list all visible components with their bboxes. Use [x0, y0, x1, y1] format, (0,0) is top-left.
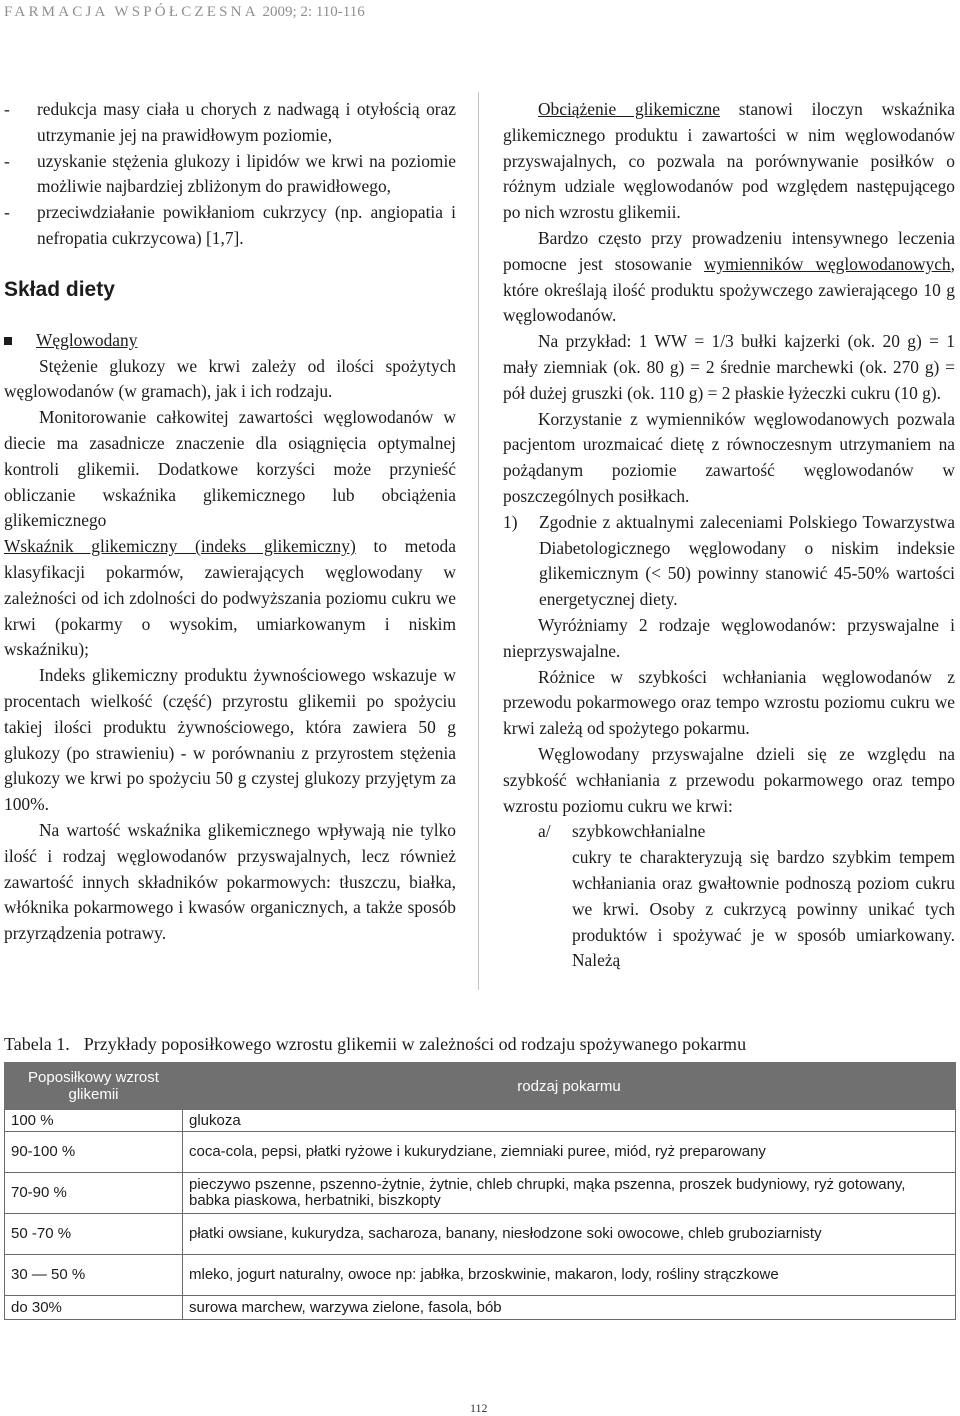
numbered-item: 1) Zgodnie z aktualnymi zaleceniami Polskiego Towarzystwa Diabetologicznego węglowodany o niskim indeksie glikemicznym (< 50) powinny stanowić 45-50% wartości energetycznej diety.: [503, 511, 955, 610]
journal-name: FARMACJA WSPÓŁCZESNA: [4, 4, 259, 20]
table-cell: do 30%: [5, 1296, 183, 1320]
term-exchangers: wymienników węglowodanowych: [703, 253, 951, 274]
paragraph: Stężenie glukozy we krwi zależy od ilości spożytych węglowodanów (w gramach), jak i ich rodzaju.: [4, 355, 456, 402]
table-cell: 90-100 %: [5, 1132, 183, 1173]
term-glycemic-load: Obciążenie glikemiczne: [538, 99, 720, 119]
table-cell: 50 -70 %: [5, 1214, 183, 1255]
right-column: [503, 97, 955, 974]
table-caption: [4, 1034, 746, 1055]
column-divider: [478, 92, 479, 990]
running-header: [4, 4, 365, 21]
table-row: [5, 1255, 956, 1296]
table-cell: 30 — 50 %: [5, 1255, 183, 1296]
paragraph: Indeks glikemiczny produktu żywnościowego wskazuje w procentach wielkość (część) przyrostu glikemii po spożyciu takiej ilości produktu żywnościowego, która zawiera 50 g glukozy (po strawieniu) - w porównaniu z przyrostem stężenia glukozy we krwi po spożyciu 50 g czystej glukozy przyjętym za 100%.: [4, 665, 456, 815]
dash-item: - przeciwdziałanie powikłaniom cukrzycy (np. angiopatia i nefropatia cukrzycowa) [1,7].: [4, 202, 456, 248]
term-glycemic-index: Wskaźnik glikemiczny (indeks glikemiczny): [4, 536, 356, 557]
paragraph: Na przykład: 1 WW = 1/3 bułki kajzerki (ok. 20 g) = 1 mały ziemniak (ok. 80 g) = 2 średnie marchewki (ok. 270 g) = pół dużej gruszki (ok. 110 g) = 2 płaskie łyżeczki cukru (10 g).: [503, 331, 955, 403]
paragraph: Korzystanie z wymienników węglowodanowych pozwala pacjentom urozmaicać dietę z równoczesnym utrzymaniem na pożądanym poziomie zawartość węglowodanów w poszczególnych posiłkach.: [503, 408, 955, 506]
paragraph: Bardzo często przy prowadzeniu intensywnego leczenia pomocne jest stosowanie wymienników węglowodanowych, które określają ilość produktu spożywczego zawierającego 10 g węglowodanów.: [503, 227, 955, 326]
paragraph: Obciążenie glikemiczne stanowi iloczyn wskaźnika glikemicznego produktu i zawartości w nim węglowodanów przyswajalnych, co pozwala na porównywanie posiłków o różnym udziale węglowodanów pod względem następującego po nich wzrostu glikemii.: [503, 99, 955, 223]
glycemia-table: [4, 1062, 956, 1320]
paragraph: Węglowodany przyswajalne dzieli się ze względu na szybkość wchłaniania z przewodu pokarmowego oraz tempo wzrostu poziomu cukru we krwi:: [503, 743, 955, 816]
square-bullet-icon: [4, 337, 12, 345]
table-row: [5, 1132, 956, 1173]
alpha-item-description: cukry te charakteryzują się bardzo szybkim tempem wchłaniania oraz gwałtownie podnoszą poziom cukru we krwi. Osoby z cukrzycą powinny unikać tych produktów i spożywać je w sposób umiarkowany. Należą: [572, 847, 955, 971]
dash-item: - uzyskanie stężenia glukozy i lipidów we krwi na poziomie możliwie najbardziej zbliżonym do prawidłowego,: [4, 150, 456, 197]
table-cell: surowa marchew, warzywa zielone, fasola, bób: [183, 1296, 956, 1320]
table-cell: glukoza: [183, 1110, 956, 1132]
paragraph: Wskaźnik glikemiczny (indeks glikemiczny) to metoda klasyfikacji pokarmów, zawierających węglowodany w zależności od ich zdolności do podwyższania poziomu cukru we krwi (pokarmy o wysokim, umiarkowanym i niskim wskaźniku);: [4, 536, 456, 660]
bullet-heading-text: Węglowodany: [36, 329, 138, 350]
bullet-heading: [4, 328, 456, 354]
table-label: Tabela 1.: [4, 1034, 70, 1054]
citation: 2009; 2: 110-116: [262, 4, 365, 20]
column-header: rodzaj pokarmu: [183, 1063, 956, 1110]
table-row: [5, 1296, 956, 1320]
table-cell: coca-cola, pepsi, płatki ryżowe i kukurydziane, ziemniaki puree, miód, ryż preparowany: [183, 1132, 956, 1173]
left-column: [4, 97, 456, 947]
paragraph: Na wartość wskaźnika glikemicznego wpływają nie tylko ilość i rodzaj węglowodanów przyswajalnych, lecz również zawartość innych składników pokarmowych: tłuszczu, białka, włóknika pokarmowego i kwasów organicznych, a także sposób przyrządzenia potrawy.: [4, 819, 456, 944]
table-cell: mleko, jogurt naturalny, owoce np: jabłka, brzoskwinie, makaron, lody, rośliny strączkowe: [183, 1255, 956, 1296]
table-title: Przykłady poposiłkowego wzrostu glikemii w zależności od rodzaju spożywanego pokarmu: [83, 1034, 747, 1054]
paragraph: Monitorowanie całkowitej zawartości węglowodanów w diecie ma zasadnicze znaczenie dla osiągnięcia optymalnej kontroli glikemii. Dodatkowe korzyści może przynieść obliczanie wskaźnika glikemicznego lub obciążenia glikemicznego: [4, 407, 456, 531]
table-cell: 100 %: [5, 1110, 183, 1132]
paragraph: Wyróżniamy 2 rodzaje węglowodanów: przyswajalne i nieprzyswajalne.: [503, 614, 955, 661]
table-row: [5, 1110, 956, 1132]
table-row: [5, 1173, 956, 1214]
page-number: 112: [470, 1401, 488, 1415]
table-header-row: [5, 1063, 956, 1110]
column-header: Poposiłkowy wzrost glikemii: [5, 1063, 183, 1110]
paragraph: Różnice w szybkości wchłaniania węglowodanów z przewodu pokarmowego oraz tempo wzrostu poziomu cukru we krwi zależą od spożytego pokarmu.: [503, 666, 955, 739]
alpha-item: a/ szybkowchłanialne: [538, 821, 706, 842]
table-cell: płatki owsiane, kukurydza, sacharoza, banany, niesłodzone soki owocowe, chleb gruboziarnisty: [183, 1214, 956, 1255]
dash-item: - redukcja masy ciała u chorych z nadwagą i otyłością oraz utrzymanie jej na prawidłowym poziomie,: [4, 99, 456, 145]
table-cell: pieczywo pszenne, pszenno-żytnie, żytnie, chleb chrupki, mąka pszenna, proszek budyniowy, ryż gotowany, babka piaskowa, herbatniki, biszkopty: [183, 1173, 956, 1214]
section-title: Skład diety: [4, 277, 115, 301]
table-cell: 70-90 %: [5, 1173, 183, 1214]
table-row: [5, 1214, 956, 1255]
